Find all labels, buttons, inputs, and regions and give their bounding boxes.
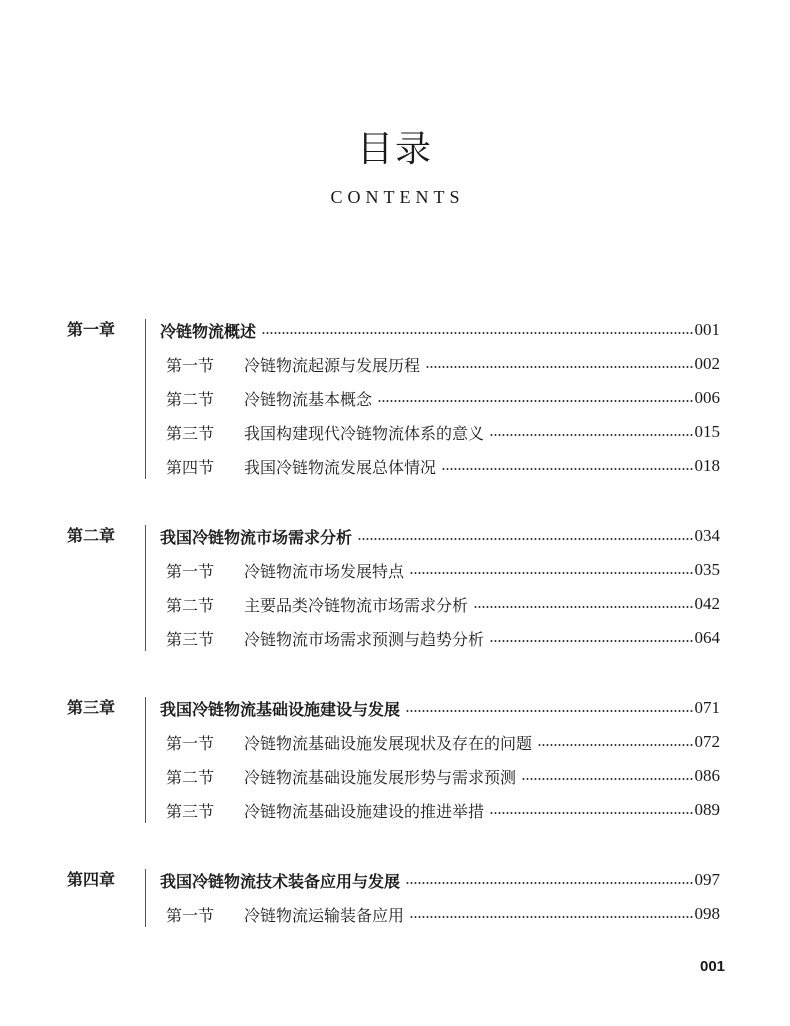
page-number: 034 [694, 526, 720, 545]
section-label: 第一节 [166, 905, 215, 925]
section-title: 冷链物流基础设施发展形势与需求预测 [244, 767, 517, 787]
page-number: 098 [694, 904, 720, 923]
section-label: 第二节 [166, 767, 215, 787]
section-title: 主要品类冷链物流市场需求分析 [244, 595, 469, 615]
dot-leader [406, 882, 693, 884]
toc-section-entry[interactable] [0, 621, 790, 655]
page-number: 064 [694, 628, 720, 647]
toc-chapter-entry[interactable] [0, 691, 790, 725]
page-folio: 001 [700, 958, 726, 975]
page-number: 002 [694, 354, 720, 373]
dot-leader [358, 538, 693, 540]
chapter-title: 我国冷链物流基础设施建设与发展 [160, 699, 401, 719]
toc-chapter-entry[interactable] [0, 313, 790, 347]
dot-leader [262, 332, 693, 334]
page-number: 097 [694, 870, 720, 889]
chapter-label: 第四章 [67, 870, 116, 889]
page-number: 042 [694, 594, 720, 613]
page-number: 001 [694, 320, 720, 339]
page-number: 071 [694, 698, 720, 717]
section-title: 冷链物流运输装备应用 [244, 905, 405, 925]
chapter-label: 第二章 [67, 526, 116, 545]
section-title: 我国构建现代冷链物流体系的意义 [244, 423, 485, 443]
toc-section-entry[interactable] [0, 415, 790, 449]
dot-leader [490, 640, 693, 642]
section-title: 冷链物流起源与发展历程 [244, 355, 421, 375]
section-title: 冷链物流基本概念 [244, 389, 373, 409]
section-label: 第四节 [166, 457, 215, 477]
toc-section-entry[interactable] [0, 553, 790, 587]
page-number: 086 [694, 766, 720, 785]
dot-leader [474, 606, 693, 608]
section-label: 第一节 [166, 355, 215, 375]
page-number: 006 [694, 388, 720, 407]
dot-leader [490, 812, 693, 814]
toc-section-entry[interactable] [0, 897, 790, 931]
section-title: 冷链物流基础设施发展现状及存在的问题 [244, 733, 533, 753]
section-label: 第二节 [166, 389, 215, 409]
dot-leader [426, 366, 693, 368]
section-title: 冷链物流基础设施建设的推进举措 [244, 801, 485, 821]
dot-leader [410, 572, 693, 574]
dot-leader [490, 434, 693, 436]
section-label: 第一节 [166, 561, 215, 581]
section-label: 第一节 [166, 733, 215, 753]
page-number: 018 [694, 456, 720, 475]
chapter-title: 我国冷链物流技术装备应用与发展 [160, 871, 401, 891]
page-number: 035 [694, 560, 720, 579]
dot-leader [406, 710, 693, 712]
toc-chapter-entry[interactable] [0, 863, 790, 897]
page-number: 089 [694, 800, 720, 819]
section-label: 第三节 [166, 801, 215, 821]
toc-section-entry[interactable] [0, 449, 790, 483]
toc-section-entry[interactable] [0, 793, 790, 827]
page-number: 015 [694, 422, 720, 441]
toc-section-entry[interactable] [0, 725, 790, 759]
section-title: 冷链物流市场发展特点 [244, 561, 405, 581]
dot-leader [538, 744, 693, 746]
toc-section-entry[interactable] [0, 759, 790, 793]
toc-section-entry[interactable] [0, 347, 790, 381]
dot-leader [410, 916, 693, 918]
section-label: 第三节 [166, 423, 215, 443]
dot-leader [378, 400, 693, 402]
page-subtitle: CONTENTS [330, 187, 465, 207]
chapter-label: 第三章 [67, 698, 116, 717]
page-title: 目录 [356, 129, 433, 170]
chapter-label: 第一章 [67, 320, 116, 339]
section-title: 冷链物流市场需求预测与趋势分析 [244, 629, 485, 649]
chapter-title: 冷链物流概述 [160, 321, 257, 341]
toc-section-entry[interactable] [0, 381, 790, 415]
toc-section-entry[interactable] [0, 587, 790, 621]
section-label: 第三节 [166, 629, 215, 649]
dot-leader [442, 468, 693, 470]
section-label: 第二节 [166, 595, 215, 615]
toc-chapter-entry[interactable] [0, 519, 790, 553]
chapter-title: 我国冷链物流市场需求分析 [160, 527, 353, 547]
page-number: 072 [694, 732, 720, 751]
dot-leader [522, 778, 693, 780]
section-title: 我国冷链物流发展总体情况 [244, 457, 437, 477]
